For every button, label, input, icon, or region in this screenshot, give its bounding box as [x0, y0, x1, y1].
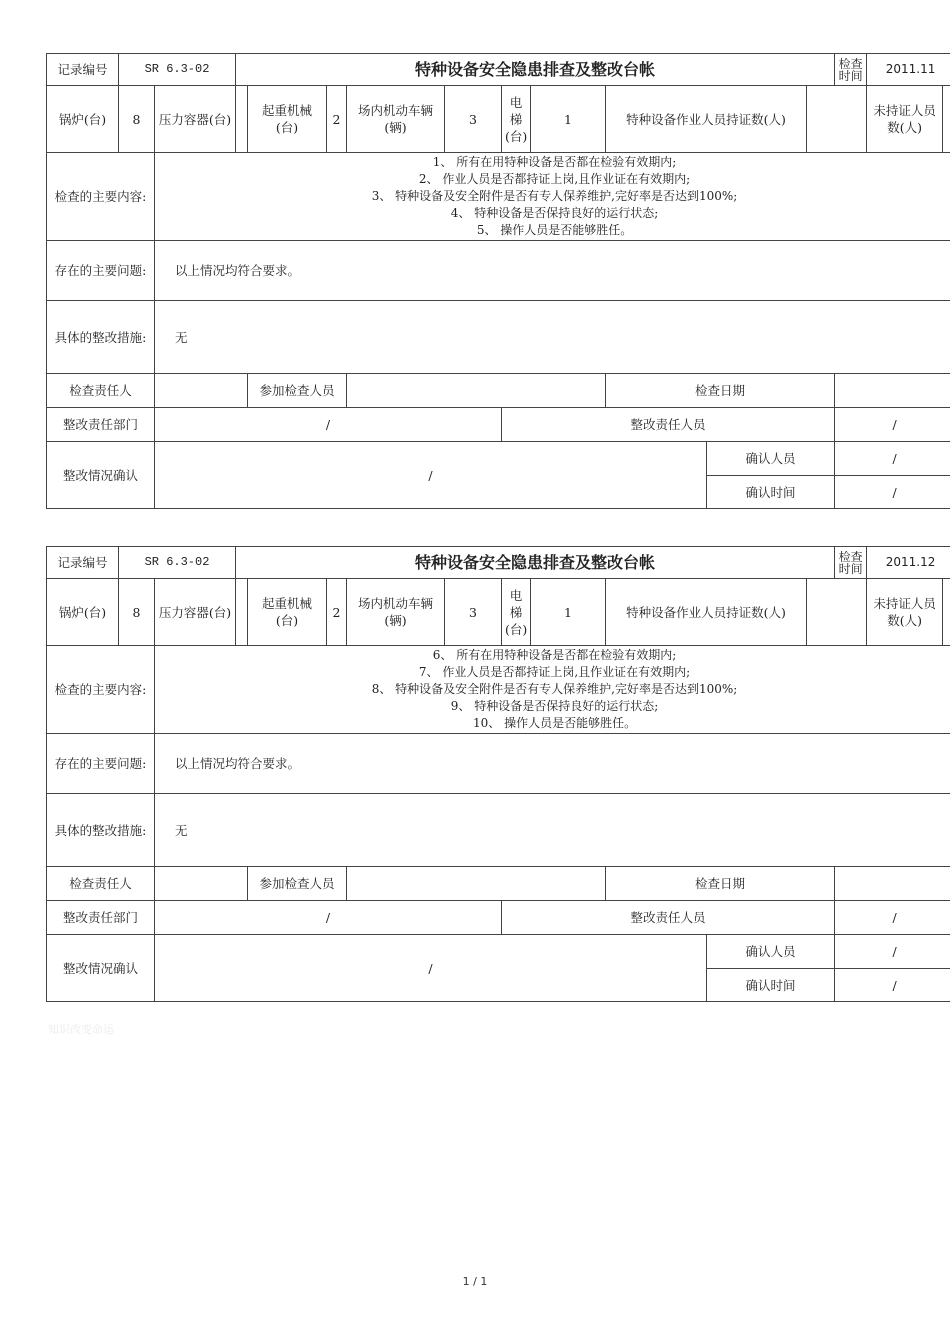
cell-text: 整改责任人员	[630, 417, 706, 432]
record-no	[119, 54, 236, 86]
cell-text: 以上情况均符合要求。	[175, 756, 301, 771]
problem-label	[47, 734, 155, 794]
certified-label	[606, 579, 807, 646]
cell-text: 起重机械(台)	[261, 596, 312, 628]
check-date-value	[835, 374, 950, 408]
cell-text: 7、 作业人员是否都持证上岗,且作业证在有效期内;	[418, 665, 691, 679]
crane-label	[248, 86, 327, 153]
rect-person-value	[835, 408, 950, 442]
dept-value	[155, 901, 502, 935]
cell-text: 场内机动车辆(辆)	[357, 103, 433, 135]
problem-label	[47, 241, 155, 301]
cell-text: 3	[469, 111, 477, 127]
cell-text: 无	[175, 329, 188, 345]
cell-text: 特种设备作业人员持证数(人)	[626, 111, 786, 127]
certified-label	[606, 86, 807, 153]
dept-label	[47, 901, 155, 935]
confirm-time-label	[707, 476, 835, 509]
confirm-label	[47, 935, 155, 1002]
dept-value	[155, 408, 502, 442]
check-time-label	[835, 547, 867, 579]
cell-text: 记录编号	[57, 555, 108, 570]
vehicle-count	[445, 579, 502, 646]
cell-text: 记录编号	[57, 62, 108, 77]
boiler-label	[47, 86, 119, 153]
check-time	[867, 547, 950, 579]
content-item	[158, 647, 950, 664]
crane-count	[327, 579, 347, 646]
cell-text: 未持证人员数(人)	[873, 103, 936, 135]
elevator-label	[502, 579, 531, 646]
content-item	[158, 154, 950, 171]
cell-text: 整改责任部门	[62, 417, 138, 432]
check-date-value	[835, 867, 950, 901]
record-no-label	[47, 547, 119, 579]
certified-count	[807, 579, 867, 646]
confirm-label	[47, 442, 155, 509]
cell-text: SR 6.3-02	[144, 62, 210, 76]
cell-text: 具体的整改措施:	[54, 822, 147, 838]
cell-text: 检查日期	[695, 876, 746, 891]
cell-text: 整改情况确认	[62, 467, 138, 483]
cell-text: 特种设备安全隐患排查及整改台帐	[415, 60, 656, 79]
cell-text: 起重机械(台)	[261, 103, 312, 135]
cell-text: 1	[564, 111, 572, 127]
check-time	[867, 54, 950, 86]
cell-text: 2	[332, 604, 341, 620]
cell-text: /	[892, 944, 897, 959]
check-time-label	[835, 54, 867, 86]
vehicle-label	[347, 579, 445, 646]
cell-text: 锅炉(台)	[58, 111, 107, 127]
cell-text: 6、 所有在用特种设备是否都在检验有效期内;	[432, 648, 677, 662]
cell-text: 3	[469, 604, 477, 620]
participants-value	[347, 867, 606, 901]
record-no-label	[47, 54, 119, 86]
boiler-count	[119, 579, 155, 646]
confirm-time-value	[835, 969, 950, 1002]
cell-text: 检查的主要内容:	[54, 189, 147, 204]
confirm-time-value	[835, 476, 950, 509]
content-item	[158, 698, 950, 715]
cell-text: 确认人员	[745, 944, 796, 959]
cell-text: 锅炉(台)	[58, 604, 107, 620]
participants-value	[347, 374, 606, 408]
content-item	[158, 205, 950, 222]
cell-text: 压力容器(台)	[158, 111, 232, 127]
elevator-count	[531, 86, 606, 153]
rect-person-label	[502, 901, 835, 935]
cell-text: 存在的主要问题:	[54, 756, 147, 771]
measure-label	[47, 794, 155, 867]
cell-text: /	[892, 484, 897, 500]
confirm-value	[155, 935, 707, 1002]
cell-text: 特种设备安全隐患排查及整改台帐	[415, 553, 656, 572]
uncertified-label	[867, 579, 943, 646]
uncertified-count	[943, 86, 950, 153]
boiler-label	[47, 579, 119, 646]
uncertified-count	[943, 579, 950, 646]
crane-label	[248, 579, 327, 646]
cell-text: 压力容器(台)	[158, 604, 232, 620]
content-item	[158, 188, 950, 205]
measure-label	[47, 301, 155, 374]
participants-label	[248, 867, 347, 901]
pressure-vessel-count	[236, 86, 248, 153]
cell-text: 1、 所有在用特种设备是否都在检验有效期内;	[432, 155, 677, 169]
inspector-label	[47, 867, 155, 901]
cell-text: 检查日期	[695, 383, 746, 398]
measure-text	[155, 301, 950, 374]
cell-text: 以上情况均符合要求。	[175, 263, 301, 278]
cell-text: 4、 特种设备是否保持良好的运行状态;	[450, 206, 659, 220]
cell-text: 电梯(台)	[505, 94, 528, 144]
problem-text	[155, 241, 950, 301]
cell-text: 未持证人员数(人)	[873, 596, 936, 628]
cell-text: 参加检查人员	[259, 876, 335, 891]
content-item	[158, 171, 950, 188]
inspector-value	[155, 867, 248, 901]
cell-text: 5、 操作人员是否能够胜任。	[476, 223, 633, 237]
inspector-value	[155, 374, 248, 408]
cell-text: 8	[132, 604, 141, 620]
content-item	[158, 222, 950, 239]
content-label	[47, 153, 155, 241]
ledger-table	[46, 53, 950, 509]
cell-text: 具体的整改措施:	[54, 329, 147, 345]
cell-text: /	[428, 467, 433, 483]
cell-text: 9、 特种设备是否保持良好的运行状态;	[450, 699, 659, 713]
cell-text: 检查时间	[838, 56, 863, 83]
cell-text: /	[325, 417, 331, 432]
rect-person-label	[502, 408, 835, 442]
rect-person-value	[835, 901, 950, 935]
dept-label	[47, 408, 155, 442]
cell-text: /	[892, 910, 897, 925]
content-item	[158, 681, 950, 698]
uncertified-label	[867, 86, 943, 153]
record-no	[119, 547, 236, 579]
cell-text: /	[325, 910, 331, 925]
cell-text: 场内机动车辆(辆)	[357, 596, 433, 628]
ledger-title	[236, 547, 835, 579]
content-list	[155, 646, 950, 734]
cell-text: 10、 操作人员是否能够胜任。	[472, 716, 637, 730]
cell-text: 检查责任人	[69, 876, 132, 891]
ledger-table	[46, 546, 950, 1002]
cell-text: 存在的主要问题:	[54, 263, 147, 278]
pressure-vessel-label	[155, 86, 236, 153]
vehicle-count	[445, 86, 502, 153]
confirmer-label	[707, 935, 835, 969]
certified-count	[807, 86, 867, 153]
cell-text: 确认时间	[745, 977, 796, 993]
participants-label	[248, 374, 347, 408]
cell-text: 整改责任部门	[62, 910, 138, 925]
problem-text	[155, 734, 950, 794]
page-number: 1 / 1	[462, 1275, 488, 1288]
cell-text: 检查责任人	[69, 383, 132, 398]
cell-text: 特种设备作业人员持证数(人)	[626, 604, 786, 620]
check-date-label	[606, 867, 835, 901]
cell-text: 确认人员	[745, 451, 796, 466]
inspector-label	[47, 374, 155, 408]
pressure-vessel-label	[155, 579, 236, 646]
cell-text: 电梯(台)	[505, 587, 528, 637]
cell-text: 无	[175, 822, 188, 838]
measure-text	[155, 794, 950, 867]
check-date-label	[606, 374, 835, 408]
watermark: 知识改变命运	[48, 1023, 114, 1036]
cell-text: 3、 特种设备及安全附件是否有专人保养维护,完好率是否达到100%;	[371, 189, 738, 203]
cell-text: 1	[564, 604, 572, 620]
confirmer-label	[707, 442, 835, 476]
cell-text: 2011.12	[885, 555, 936, 569]
content-label	[47, 646, 155, 734]
cell-text: SR 6.3-02	[144, 555, 210, 569]
confirmer-value	[835, 935, 950, 969]
cell-text: 检查时间	[838, 549, 863, 576]
elevator-count	[531, 579, 606, 646]
boiler-count	[119, 86, 155, 153]
confirm-time-label	[707, 969, 835, 1002]
cell-text: /	[892, 451, 897, 466]
cell-text: /	[892, 417, 897, 432]
cell-text: 整改情况确认	[62, 960, 138, 976]
cell-text: 2	[332, 111, 341, 127]
cell-text: 整改责任人员	[630, 910, 706, 925]
content-item	[158, 715, 950, 732]
vehicle-label	[347, 86, 445, 153]
confirm-value	[155, 442, 707, 509]
cell-text: /	[892, 977, 897, 993]
content-list	[155, 153, 950, 241]
cell-text: 检查的主要内容:	[54, 682, 147, 697]
cell-text: /	[428, 960, 433, 976]
pressure-vessel-count	[236, 579, 248, 646]
cell-text: 8、 特种设备及安全附件是否有专人保养维护,完好率是否达到100%;	[371, 682, 738, 696]
cell-text: 确认时间	[745, 484, 796, 500]
cell-text: 参加检查人员	[259, 383, 335, 398]
cell-text: 8	[132, 111, 141, 127]
confirmer-value	[835, 442, 950, 476]
cell-text: 2、 作业人员是否都持证上岗,且作业证在有效期内;	[418, 172, 691, 186]
cell-text: 2011.11	[885, 62, 936, 76]
crane-count	[327, 86, 347, 153]
ledger-title	[236, 54, 835, 86]
elevator-label	[502, 86, 531, 153]
content-item	[158, 664, 950, 681]
